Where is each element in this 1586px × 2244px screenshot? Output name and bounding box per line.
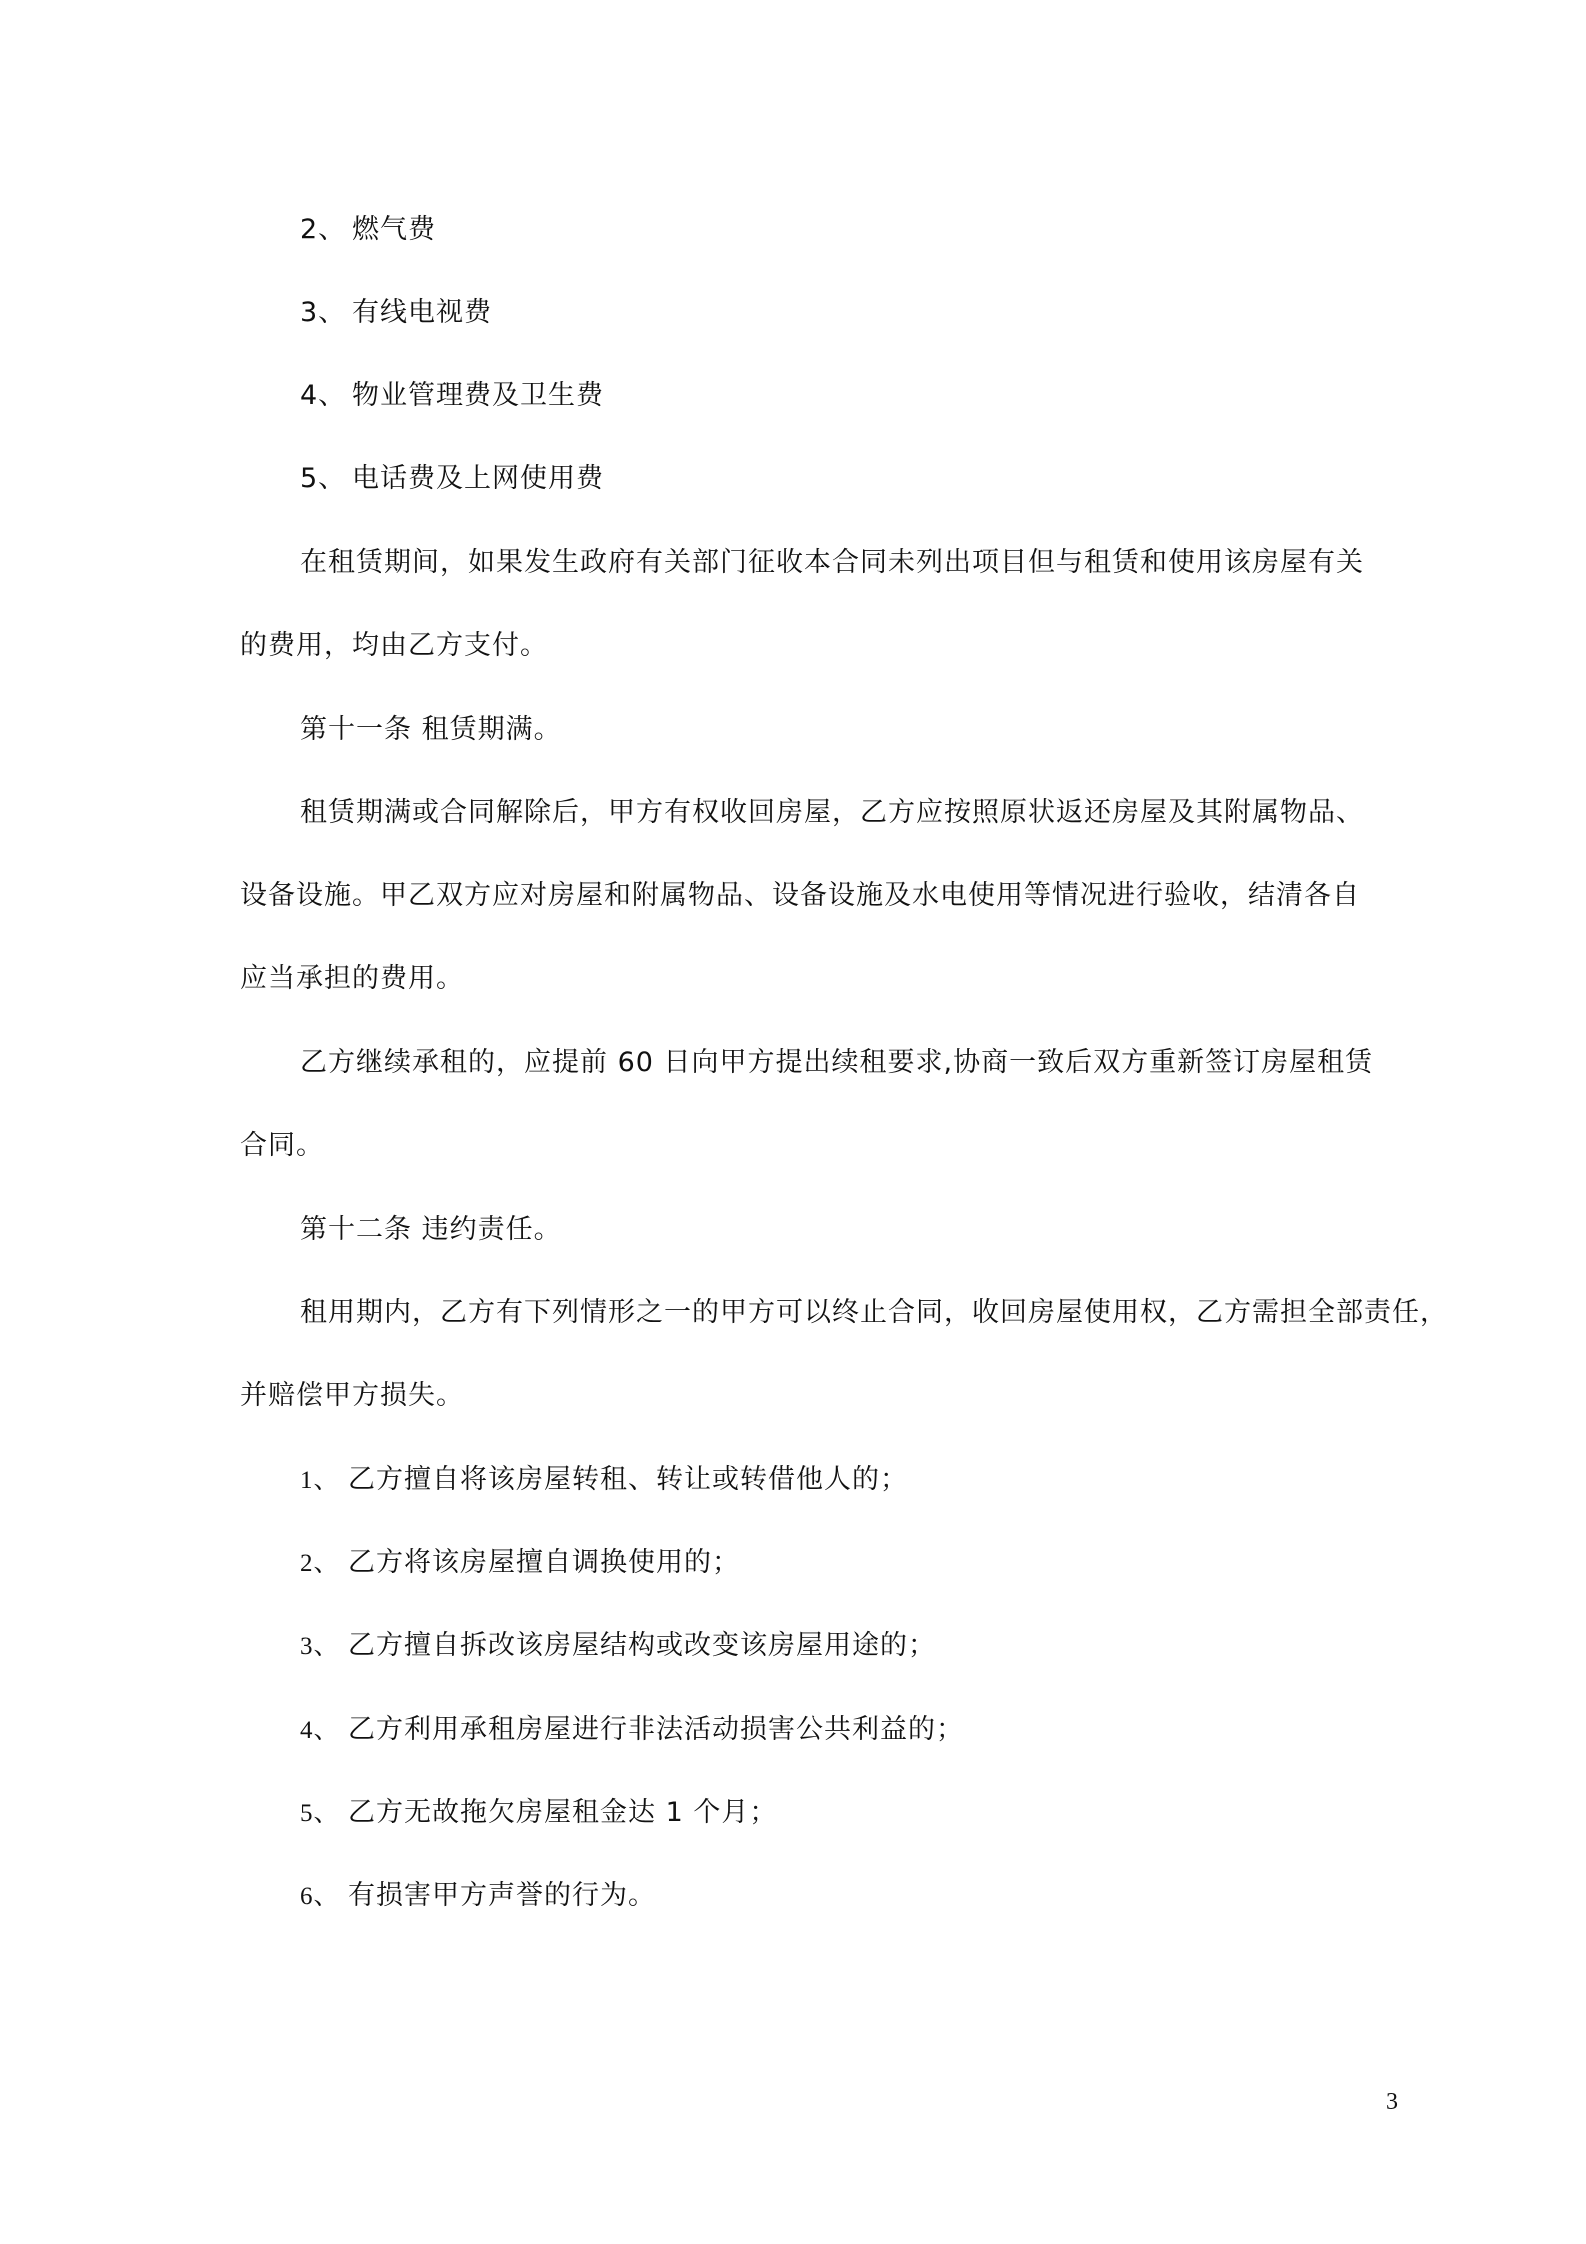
breach-item-6 [300,1878,656,1915]
list-number: 4、 [300,1717,340,1744]
article-12-p1-line2: 并赔偿甲方损失。 [240,1380,464,1411]
fee-item-cable-tv [300,295,492,331]
list-text: 有线电视费 [352,297,492,328]
breach-item-3 [300,1628,936,1665]
article-11-p1-line1: 租赁期满或合同解除后，甲方有权收回房屋，乙方应按照原状返还房屋及其附属物品、 [300,797,1364,828]
article-12-p1-line1: 租用期内，乙方有下列情形之一的甲方可以终止合同，收回房屋使用权，乙方需担全部责任， [300,1297,1448,1328]
list-text: 燃气费 [352,214,436,245]
list-number: 5、 [300,463,347,494]
list-number: 4、 [300,380,347,411]
article-11-p2-line2: 合同。 [240,1130,324,1161]
list-text: 有损害甲方声誉的行为。 [348,1880,656,1911]
list-text: 乙方将该房屋擅自调换使用的； [348,1547,740,1578]
article-11-p1-line2: 设备设施。甲乙双方应对房屋和附属物品、设备设施及水电使用等情况进行验收，结清各自 [240,880,1360,911]
list-text: 乙方无故拖欠房屋租金达 1 个月； [348,1797,778,1828]
breach-item-2 [300,1545,740,1582]
fee-item-gas [300,212,436,248]
list-number: 1、 [300,1467,340,1494]
list-text: 乙方擅自将该房屋转租、转让或转借他人的； [348,1464,908,1495]
breach-item-1 [300,1462,908,1499]
list-number: 2、 [300,214,347,245]
list-text: 电话费及上网使用费 [352,463,604,494]
article-11-title: 第十一条 租赁期满。 [300,714,562,745]
page-number: 3 [1386,2089,1398,2115]
list-number: 2、 [300,1550,340,1577]
article-11-p2-line1: 乙方继续承租的，应提前 60 日向甲方提出续租要求,协商一致后双方重新签订房屋租赁 [300,1047,1374,1078]
list-text: 乙方擅自拆改该房屋结构或改变该房屋用途的； [348,1630,936,1661]
list-number: 6、 [300,1883,340,1910]
fee-item-property [300,378,604,414]
article-12-title: 第十二条 违约责任。 [300,1214,562,1245]
fee-item-phone-internet [300,461,604,497]
paragraph-extra-fees-line2: 的费用，均由乙方支付。 [240,630,548,661]
list-number: 3、 [300,297,347,328]
list-number: 3、 [300,1633,340,1660]
list-text: 物业管理费及卫生费 [352,380,604,411]
breach-item-4 [300,1712,964,1749]
breach-item-5 [300,1795,777,1832]
list-text: 乙方利用承租房屋进行非法活动损害公共利益的； [348,1714,964,1745]
article-11-p1-line3: 应当承担的费用。 [240,963,464,994]
list-number: 5、 [300,1800,340,1827]
paragraph-extra-fees-line1: 在租赁期间，如果发生政府有关部门征收本合同未列出项目但与租赁和使用该房屋有关 [300,547,1364,578]
